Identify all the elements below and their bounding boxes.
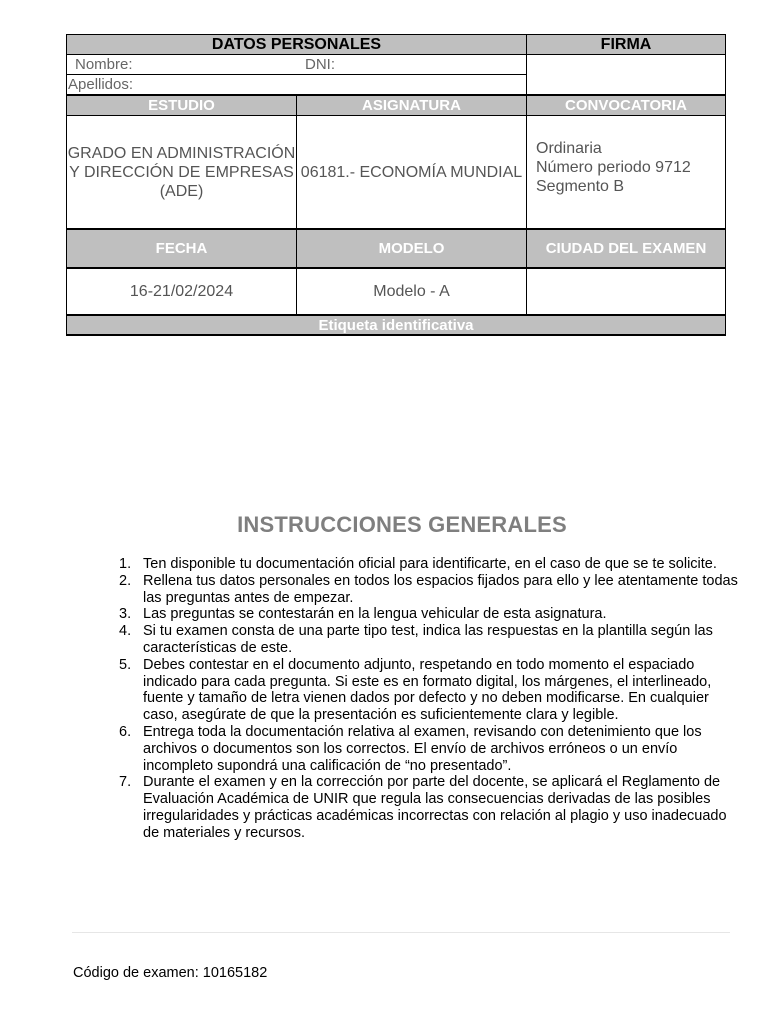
modelo-header: MODELO: [297, 229, 527, 268]
asignatura-header: ASIGNATURA: [297, 95, 527, 116]
instruction-item: 2. Rellena tus datos personales en todos los espacios fijados para ello y lee atentamente todas las preguntas antes de empezar.: [119, 572, 738, 606]
ciudad-header: CIUDAD DEL EXAMEN: [527, 229, 726, 268]
instruction-text: Las preguntas se contestarán en la lengua vehicular de esta asignatura.: [143, 606, 607, 623]
exam-code: Código de examen: 10165182: [73, 965, 268, 981]
firma-box[interactable]: [527, 55, 726, 96]
footer-divider: [72, 932, 730, 933]
instruction-text: Debes contestar en el documento adjunto, respetando en todo momento el espaciado indicado para cada pregunta. Si este es en formato digital, los márgenes, el interlineado, fuente y tamaño de letra vienen dados por defecto y no deben modificarse. En cualquier caso, asegúrate de que la presentación es suficientemente clara y legible.: [143, 656, 712, 724]
instruction-item: 3. Las preguntas se contestarán en la lengua vehicular de esta asignatura.: [119, 606, 607, 623]
instructions-list: [119, 556, 743, 842]
convocatoria-value: [527, 116, 726, 230]
convocatoria-header: CONVOCATORIA: [527, 95, 726, 116]
instruction-text: Si tu examen consta de una parte tipo test, indica las respuestas en la plantilla según las características de este.: [143, 623, 713, 656]
apellidos-label: Apellidos:: [68, 76, 134, 93]
etiqueta-identificativa: Etiqueta identificativa: [67, 315, 726, 335]
convocatoria-line: Segmento B: [536, 177, 625, 195]
personal-data-table: [66, 34, 726, 336]
modelo-value: Modelo - A: [297, 268, 527, 315]
datos-personales-header: DATOS PERSONALES: [67, 35, 527, 55]
fecha-value: 16-21/02/2024: [67, 268, 297, 315]
asignatura-value: 06181.- ECONOMÍA MUNDIAL: [297, 116, 527, 230]
instruction-item: 5. Debes contestar en el documento adjunto, respetando en todo momento el espaciado indicado para cada pregunta. Si este es en formato digital, los márgenes, el interlineado, fuente y tamaño de letra vienen dados por defecto y no deben modificarse. En cualquier caso, asegúrate de que la presentación es suficientemente clara y legible.: [119, 656, 712, 724]
instructions-title: INSTRUCCIONES GENERALES: [237, 512, 567, 537]
convocatoria-line: Ordinaria: [536, 139, 602, 157]
fecha-header: FECHA: [67, 229, 297, 268]
instruction-text: Durante el examen y en la corrección por parte del docente, se aplicará el Reglamento de Evaluación Académica de UNIR que regula las consecuencias derivadas de las posibles irregularidades y prácticas académicas incorrectas con relación al plagio y uso inadecuado de materiales y recursos.: [143, 774, 727, 841]
apellidos-field[interactable]: [67, 75, 527, 96]
dni-label: DNI:: [305, 56, 335, 73]
nombre-label: Nombre:: [75, 56, 133, 73]
firma-header: FIRMA: [527, 35, 726, 55]
instruction-item: 6. Entrega toda la documentación relativa al examen, revisando con detenimiento que los archivos o documentos son los correctos. El envío de archivos erróneos o un envío incompleto supondrá una calificación de “no presentado”.: [119, 723, 702, 774]
nombre-dni-field[interactable]: [67, 55, 527, 75]
instruction-item: 4. Si tu examen consta de una parte tipo test, indica las respuestas en la plantilla según las características de este.: [119, 623, 713, 656]
instruction-text: Entrega toda la documentación relativa al examen, revisando con detenimiento que los archivos o documentos son los correctos. El envío de archivos erróneos o un envío incompleto supondrá una calificación de “no presentado”.: [143, 723, 702, 774]
estudio-value: GRADO EN ADMINISTRACIÓN Y DIRECCIÓN DE EMPRESAS (ADE): [67, 116, 297, 230]
instruction-text: Ten disponible tu documentación oficial para identificarte, en el caso de que se te solicite.: [143, 556, 717, 572]
ciudad-value[interactable]: [527, 268, 726, 315]
instruction-text: Rellena tus datos personales en todos los espacios fijados para ello y lee atentamente todas las preguntas antes de empezar.: [143, 572, 738, 606]
estudio-header: ESTUDIO: [67, 95, 297, 116]
instruction-item: 7. Durante el examen y en la corrección por parte del docente, se aplicará el Reglamento de Evaluación Académica de UNIR que regula las consecuencias derivadas de las posibles irregularidades y prácticas académicas incorrectas con relación al plagio y uso inadecuado de materiales y recursos.: [119, 774, 727, 841]
convocatoria-line: Número periodo 9712: [536, 158, 691, 176]
instruction-item: 1. Ten disponible tu documentación oficial para identificarte, en el caso de que se te solicite.: [119, 556, 717, 572]
